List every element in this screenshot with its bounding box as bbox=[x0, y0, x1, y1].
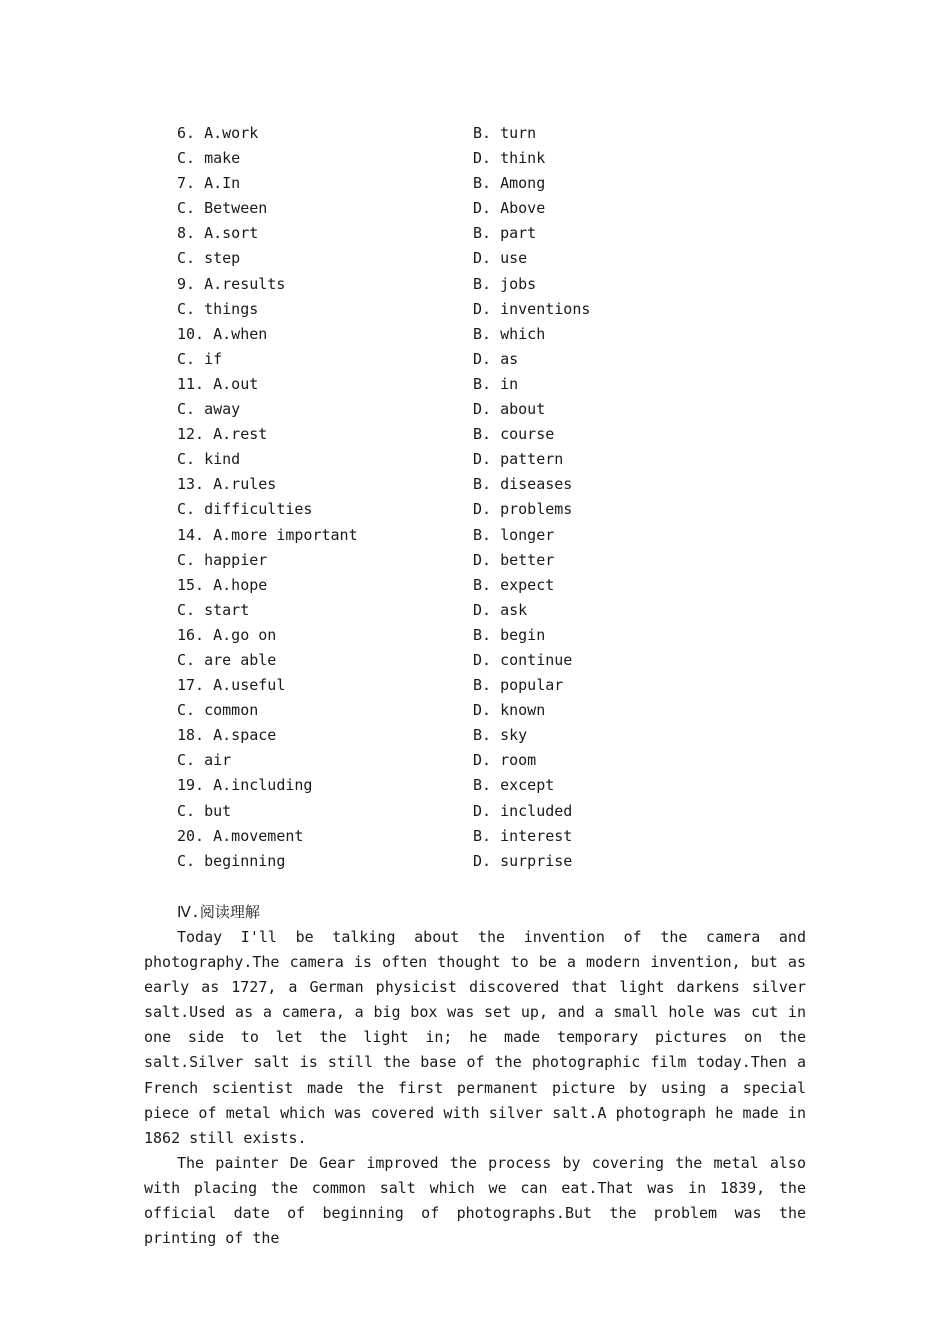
option-right: B. expect bbox=[473, 575, 555, 594]
option-row bbox=[177, 673, 817, 698]
option-left: C. step bbox=[177, 249, 241, 268]
option-left: C. start bbox=[177, 600, 250, 619]
option-right: B. longer bbox=[473, 525, 555, 544]
option-row bbox=[177, 272, 817, 297]
option-row bbox=[177, 497, 817, 522]
option-row bbox=[177, 748, 817, 773]
passage-paragraph: Today I'll be talking about the invention of the camera and photography.The camera is often thought to be a modern invention, but as early as 1727, a German physicist discovered that light darkens silver salt.Used as a camera, a big box was set up, and a small hole was cut in one side to let the light in; he made temporary pictures on the salt.Silver salt is still the base of the photographic film today.Then a French scientist made the first permanent picture by using a special piece of metal which was covered with silver salt.A photograph he made in 1862 still exists. bbox=[144, 928, 806, 1147]
option-row bbox=[177, 648, 817, 673]
option-left: C. kind bbox=[177, 450, 241, 469]
option-left: C. air bbox=[177, 751, 232, 770]
option-right: D. problems bbox=[473, 500, 573, 519]
option-right: B. Among bbox=[473, 174, 546, 193]
option-row bbox=[177, 121, 817, 146]
option-row bbox=[177, 773, 817, 798]
answer-options-list bbox=[177, 121, 817, 874]
option-left: C. away bbox=[177, 400, 241, 419]
option-row bbox=[177, 146, 817, 171]
option-right: B. popular bbox=[473, 676, 564, 695]
option-row bbox=[177, 573, 817, 598]
option-left: 16. A.go on bbox=[177, 625, 277, 644]
option-left: 11. A.out bbox=[177, 374, 259, 393]
option-right: B. sky bbox=[473, 726, 528, 745]
option-right: D. known bbox=[473, 701, 546, 720]
option-row bbox=[177, 372, 817, 397]
option-row bbox=[177, 447, 817, 472]
option-row bbox=[177, 824, 817, 849]
option-right: D. continue bbox=[473, 650, 573, 669]
option-row bbox=[177, 322, 817, 347]
option-left: 7. A.In bbox=[177, 174, 241, 193]
option-left: C. Between bbox=[177, 199, 268, 218]
option-left: 6. A.work bbox=[177, 124, 259, 142]
option-right: B. begin bbox=[473, 625, 546, 644]
option-right: D. surprise bbox=[473, 851, 573, 870]
passage-paragraph: The painter De Gear improved the process by covering the metal also with placing the common salt which we can eat.That was in 1839, the official date of beginning of photographs.But the problem was the printing of the bbox=[144, 1153, 806, 1248]
option-left: 9. A.results bbox=[177, 274, 286, 293]
option-right: D. pattern bbox=[473, 450, 564, 469]
option-right: B. turn bbox=[473, 124, 537, 142]
option-right: D. use bbox=[473, 249, 528, 268]
option-left: 12. A.rest bbox=[177, 425, 268, 444]
option-row bbox=[177, 297, 817, 322]
option-row bbox=[177, 849, 817, 874]
option-left: C. common bbox=[177, 701, 259, 720]
option-right: D. ask bbox=[473, 600, 528, 619]
option-right: D. better bbox=[473, 550, 555, 569]
option-right: B. interest bbox=[473, 826, 573, 845]
option-row bbox=[177, 397, 817, 422]
option-left: 8. A.sort bbox=[177, 224, 259, 243]
option-row bbox=[177, 246, 817, 271]
option-right: B. in bbox=[473, 374, 519, 393]
option-right: B. except bbox=[473, 776, 555, 795]
option-row bbox=[177, 472, 817, 497]
option-row bbox=[177, 723, 817, 748]
option-right: B. which bbox=[473, 324, 546, 343]
option-left: 18. A.space bbox=[177, 726, 277, 745]
option-left: C. make bbox=[177, 149, 241, 168]
option-left: 13. A.rules bbox=[177, 475, 277, 494]
option-left: 19. A.including bbox=[177, 776, 313, 795]
option-left: 17. A.useful bbox=[177, 676, 286, 695]
option-row bbox=[177, 422, 817, 447]
section-title: Ⅳ.阅读理解 bbox=[177, 903, 260, 921]
option-row bbox=[177, 698, 817, 723]
option-right: D. room bbox=[473, 751, 537, 770]
option-row bbox=[177, 598, 817, 623]
option-left: C. things bbox=[177, 299, 259, 318]
option-row bbox=[177, 347, 817, 372]
option-left: C. if bbox=[177, 349, 223, 368]
option-right: D. inventions bbox=[473, 299, 591, 318]
option-row bbox=[177, 799, 817, 824]
option-right: B. part bbox=[473, 224, 537, 243]
option-right: B. diseases bbox=[473, 475, 573, 494]
option-row bbox=[177, 623, 817, 648]
option-row bbox=[177, 548, 817, 573]
option-right: B. course bbox=[473, 425, 555, 444]
option-right: D. Above bbox=[473, 199, 546, 218]
option-left: C. are able bbox=[177, 650, 277, 669]
option-right: D. about bbox=[473, 400, 546, 419]
option-row bbox=[177, 523, 817, 548]
option-row bbox=[177, 196, 817, 221]
option-left: 20. A.movement bbox=[177, 826, 304, 845]
option-right: D. as bbox=[473, 349, 519, 368]
option-left: C. but bbox=[177, 801, 232, 820]
option-left: 10. A.when bbox=[177, 324, 268, 343]
reading-passage bbox=[144, 925, 806, 1251]
option-left: C. happier bbox=[177, 550, 268, 569]
option-row bbox=[177, 171, 817, 196]
option-row bbox=[177, 221, 817, 246]
option-right: D. included bbox=[473, 801, 573, 820]
option-right: D. think bbox=[473, 149, 546, 168]
option-left: 14. A.more important bbox=[177, 525, 358, 544]
option-right: B. jobs bbox=[473, 274, 537, 293]
option-left: C. beginning bbox=[177, 851, 286, 870]
option-left: 15. A.hope bbox=[177, 575, 268, 594]
option-left: C. difficulties bbox=[177, 500, 313, 519]
